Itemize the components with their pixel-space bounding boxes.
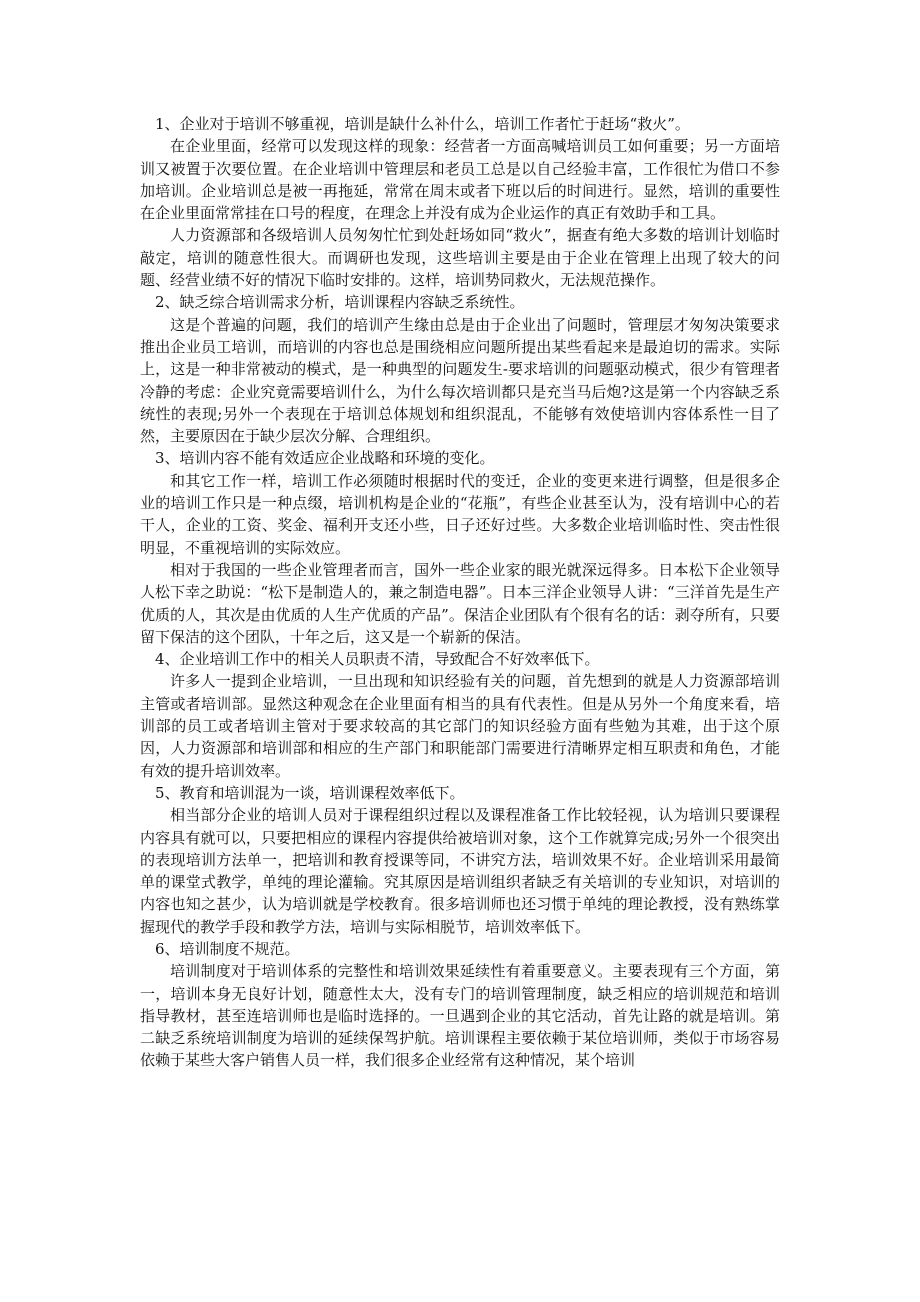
section-heading-1: 1、企业对于培训不够重视，培训是缺什么补什么，培训工作者忙于赶场“救火”。 (155, 115, 690, 133)
section-heading-3: 3、培训内容不能有效适应企业战略和环境的变化。 (155, 449, 495, 468)
body-paragraph: 和其它工作一样，培训工作必须随时根据时代的变迁，企业的变更来进行调整，但是很多企业的培训工作只是一种点缀，培训机构是企业的“花瓶”，有些企业甚至认为，没有培训中心的若干人，企业的工资、奖金、福利开支还小些，日子还好过些。大多数企业培训临时性、突击性很明显，不重视培训的实际效应。 (140, 471, 780, 557)
section-heading-4: 4、企业培训工作中的相关人员职责不清，导致配合不好效率低下。 (155, 650, 600, 669)
body-paragraph: 在企业里面，经常可以发现这样的现象：经营者一方面高喊培训员工如何重要；另一方面培训又被置于次要位置。在企业培训中管理层和老员工总是以自己经验丰富，工作很忙为借口不参加培训。企业培训总是被一再拖延，常常在周末或者下班以后的时间进行。显然，培训的重要性在企业里面常常挂在口号的程度，在理念上并没有成为企业运作的真正有效助手和工具。 (140, 137, 780, 223)
body-paragraph: 相对于我国的一些企业管理者而言，国外一些企业家的眼光就深远得多。日本松下企业领导人松下幸之助说：“松下是制造人的，兼之制造电器”。日本三洋企业领导人讲：“三洋首先是生产优质的人，其次是由优质的人生产优质的产品”。保洁企业团队有个很有名的话：剥夺所有，只要留下保洁的这个团队，十年之后，这又是一个崭新的保洁。 (140, 560, 780, 646)
section-heading-5: 5、教育和培训混为一谈，培训课程效率低下。 (155, 783, 465, 802)
body-paragraph: 许多人一提到企业培训，一旦出现和知识经验有关的问题，首先想到的就是人力资源部培训主管或者培训部。显然这种观念在企业里面有相当的具有代表性。但是从另外一个角度来看，培训部的员工或者培训主管对于要求较高的其它部门的知识经验方面有些勉为其难，出于这个原因，人力资源部和培训部和相应的生产部门和职能部门需要进行清晰界定相互职责和角色，才能有效的提升培训效率。 (140, 672, 780, 780)
body-paragraph: 人力资源部和各级培训人员匆匆忙忙到处赶场如同“救火”，据查有绝大多数的培训计划临时敲定，培训的随意性很大。而调研也发现，这些培训主要是由于企业在管理上出现了较大的问题、经营业绩不好的情况下临时安排的。这样，培训势同救火，无法规范操作。 (140, 226, 780, 290)
section-heading-6: 6、培训制度不规范。 (155, 939, 300, 958)
body-paragraph: 相当部分企业的培训人员对于课程组织过程以及课程准备工作比较轻视，认为培训只要课程内容具有就可以，只要把相应的课程内容提供给被培训对象，这个工作就算完成;另外一个很突出的表现培训方法单一，把培训和教育授课等同，不讲究方法，培训效果不好。企业培训采用最简单的课堂式教学，单纯的理论灌输。究其原因是培训组织者缺乏有关培训的专业知识，对培训的内容也知之甚少，认为培训就是学校教育。很多培训师也还习惯于单纯的理论教授，没有熟练掌握现代的教学手段和教学方法，培训与实际相脱节，培训效率低下。 (140, 806, 780, 936)
document-body (140, 113, 780, 1072)
section-heading-2: 2、缺乏综合培训需求分析，培训课程内容缺乏系统性。 (155, 293, 525, 312)
body-paragraph: 这是个普遍的问题，我们的培训产生缘由总是由于企业出了问题时，管理层才匆匆决策要求推出企业员工培训，而培训的内容也总是围绕相应问题所提出某些看起来是最迫切的需求。实际上，这是一种非常被动的模式，是一种典型的问题发生-要求培训的问题驱动模式，很少有管理者冷静的考虑：企业究竟需要培训什么，为什么每次培训都只是充当马后炮?这是第一个内容缺乏系统性的表现;另外一个表现在于培训总体规划和组织混乱，不能够有效使培训内容体系性一目了然，主要原因在于缺少层次分解、合理组织。 (140, 315, 780, 446)
body-paragraph: 培训制度对于培训体系的完整性和培训效果延续性有着重要意义。主要表现有三个方面，第一，培训本身无良好计划，随意性太大，没有专门的培训管理制度，缺乏相应的培训规范和培训指导教材，甚至连培训师也是临时选择的。一旦遇到企业的其它活动，首先让路的就是培训。第二缺乏系统培训制度为培训的延续保驾护航。培训课程主要依赖于某位培训师，类似于市场容易依赖于某些大客户销售人员一样，我们很多企业经常有这种情况，某个培训 (140, 962, 780, 1070)
